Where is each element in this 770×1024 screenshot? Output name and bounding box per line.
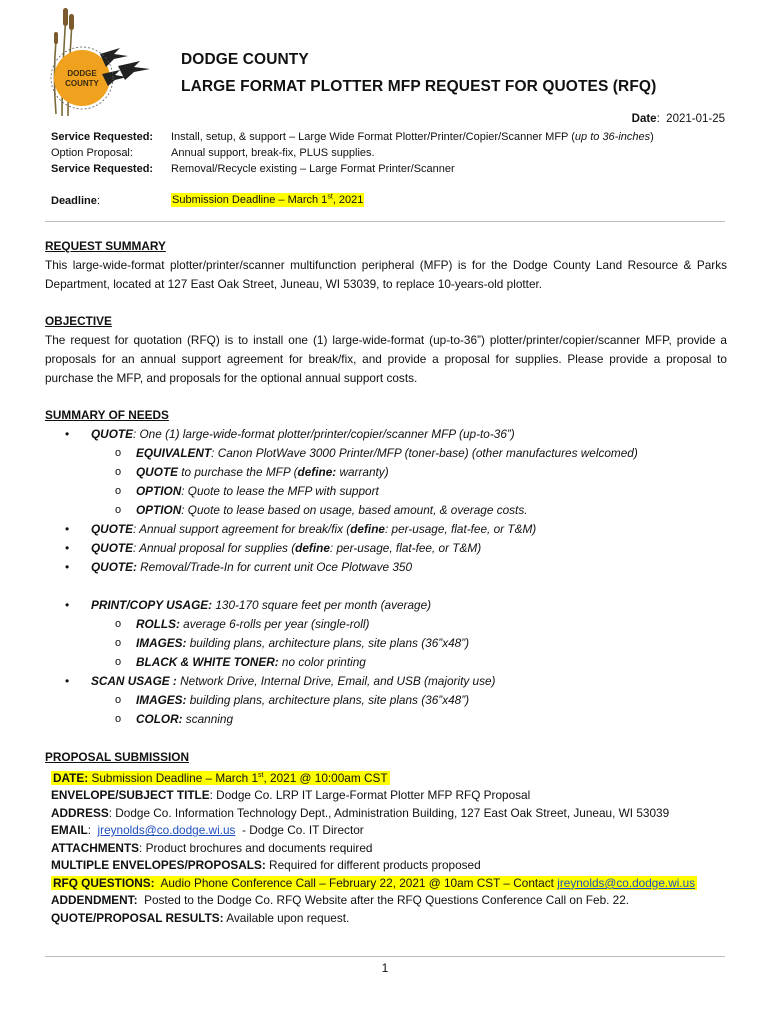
logo-text-line2: COUNTY [65, 79, 99, 88]
list-item: • QUOTE: One (1) large-wide-format plotter/printer/copier/scanner MFP (up-to-36”) o EQUIVALENT: Canon PlotWave 3000 Printer/MFP (toner-base) (other manufactures welcomed) o QUOTE to purchase the MFP (define: warranty) o OPTION: Quote to lease the MFP with support o OPTION: Quote to lease based on usage, based amount, & overage costs. [45, 425, 727, 520]
rfq-email-link[interactable]: jreynolds@co.dodge.wi.us [557, 875, 696, 890]
header-divider [45, 221, 725, 222]
proposal-submission-section [45, 748, 727, 927]
email-link[interactable]: jreynolds@co.dodge.wi.us [97, 823, 236, 838]
needs-list [45, 425, 727, 729]
list-item: • QUOTE: Removal/Trade-In for current unit Oce Plotwave 350 [65, 560, 413, 574]
list-item: o QUOTE to purchase the MFP (define: warranty) [115, 465, 389, 479]
address-line: ADDRESS: Dodge Co. Information Technology Dept., Administration Building, 127 East Oak Street, Juneau, WI 53039 [51, 805, 670, 820]
list-item: o EQUIVALENT: Canon PlotWave 3000 Printer/MFP (toner-base) (other manufactures welcomed) [115, 446, 638, 460]
submission-date-line: DATE: Submission Deadline – March 1st, 2021 @ 10:00am CST [53, 770, 388, 785]
deadline-label: Deadline: [51, 195, 100, 207]
document-title-line1: DODGE COUNTY [181, 51, 309, 68]
attachments-line: ATTACHMENTS: Product brochures and documents required [51, 840, 373, 855]
footer-divider [45, 956, 725, 957]
list-item: • QUOTE: Annual proposal for supplies (define: per-usage, flat-fee, or T&M) [65, 541, 482, 555]
list-item: o IMAGES: building plans, architecture plans, site plans (36”x48”) [115, 693, 470, 707]
multiple-envelopes-line: MULTIPLE ENVELOPES/PROPOSALS: Required for different products proposed [51, 858, 481, 873]
list-item: o COLOR: scanning [115, 712, 234, 726]
envelope-subject-line: ENVELOPE/SUBJECT TITLE: Dodge Co. LRP IT Large-Format Plotter MFP RFQ Proposal [51, 788, 531, 803]
service-requested-label: Service Requested: [51, 131, 154, 143]
list-spacer [45, 577, 727, 596]
list-item: • SCAN USAGE : Network Drive, Internal Drive, Email, and USB (majority use) o IMAGES: building plans, architecture plans, site plans (36”x48”) o COLOR: scanning [45, 672, 727, 729]
document-date: Date: 2021-01-25 [631, 113, 725, 125]
list-item: • PRINT/COPY USAGE: 130-170 square feet per month (average) o ROLLS: average 6-rolls per year (single-roll) o IMAGES: building plans, architecture plans, site plans (36”x48”) o BLACK & WHITE TONER: no color printing [45, 596, 727, 672]
objective-text: The request for quotation (RFQ) is to install one (1) large-wide-format (up-to-36”) plotter/printer/copier/scanner MFP, provide a proposals for an annual support agreement for break/fix, and provide a proposal for supplies. Please provide a proposal to purchase the MFP, and proposals for the optional annual support costs. [45, 333, 727, 385]
service-removal-value: Removal/Recycle existing – Large Format Printer/Scanner [171, 163, 455, 175]
email-line: EMAIL: jreynolds@co.dodge.wi.us - Dodge Co. IT Director [51, 823, 364, 838]
list-item: o BLACK & WHITE TONER: no color printing [115, 655, 366, 669]
date-label: Date [631, 113, 657, 125]
logo-text-line1: DODGE [67, 69, 97, 78]
deadline-value: Submission Deadline – March 1st, 2021 [172, 193, 364, 206]
document-title-line2: LARGE FORMAT PLOTTER MFP REQUEST FOR QUOTES (RFQ) [181, 78, 657, 95]
results-line: QUOTE/PROPOSAL RESULTS: Available upon request. [51, 910, 350, 925]
rfq-questions-line: RFQ QUESTIONS: Audio Phone Conference Call – February 22, 2021 @ 10am CST – Contact jreynolds@co.dodge.wi.us [53, 875, 696, 890]
service-removal-label: Service Requested: [51, 163, 154, 175]
dodge-county-logo [44, 4, 164, 120]
list-item: o OPTION: Quote to lease based on usage, based amount, & overage costs. [115, 503, 528, 517]
summary-of-needs-heading: SUMMARY OF NEEDS [45, 408, 169, 422]
summary-of-needs-section [45, 406, 727, 729]
list-item: • QUOTE: Annual support agreement for break/fix (define: per-usage, flat-fee, or T&M) [65, 522, 537, 536]
list-item: o IMAGES: building plans, architecture plans, site plans (36”x48”) [115, 636, 470, 650]
objective-heading: OBJECTIVE [45, 314, 112, 328]
service-requested-value: Install, setup, & support – Large Wide Format Plotter/Printer/Copier/Scanner MFP (up to 36-inches) [171, 131, 654, 143]
request-summary-heading: REQUEST SUMMARY [45, 239, 166, 253]
option-proposal-label: Option Proposal: [51, 147, 133, 159]
date-value: 2021-01-25 [666, 113, 725, 125]
page-number: 1 [381, 961, 389, 975]
request-summary-section [45, 237, 727, 294]
request-summary-text: This large-wide-format plotter/printer/scanner multifunction peripheral (MFP) is for the Dodge County Land Resource & Parks Department, located at 127 East Oak Street, Juneau, WI 53039, to replace 10-years-old plotter. [45, 258, 727, 291]
proposal-submission-heading: PROPOSAL SUBMISSION [45, 750, 189, 764]
list-item: o ROLLS: average 6-rolls per year (single-roll) [115, 617, 370, 631]
option-proposal-value: Annual support, break-fix, PLUS supplies. [171, 147, 375, 159]
list-item: o OPTION: Quote to lease the MFP with support [115, 484, 379, 498]
objective-section [45, 312, 727, 388]
logo-graphic [44, 4, 164, 120]
addendment-line: ADDENDMENT: Posted to the Dodge Co. RFQ Website after the RFQ Questions Conference Call on Feb. 22. [51, 893, 630, 908]
